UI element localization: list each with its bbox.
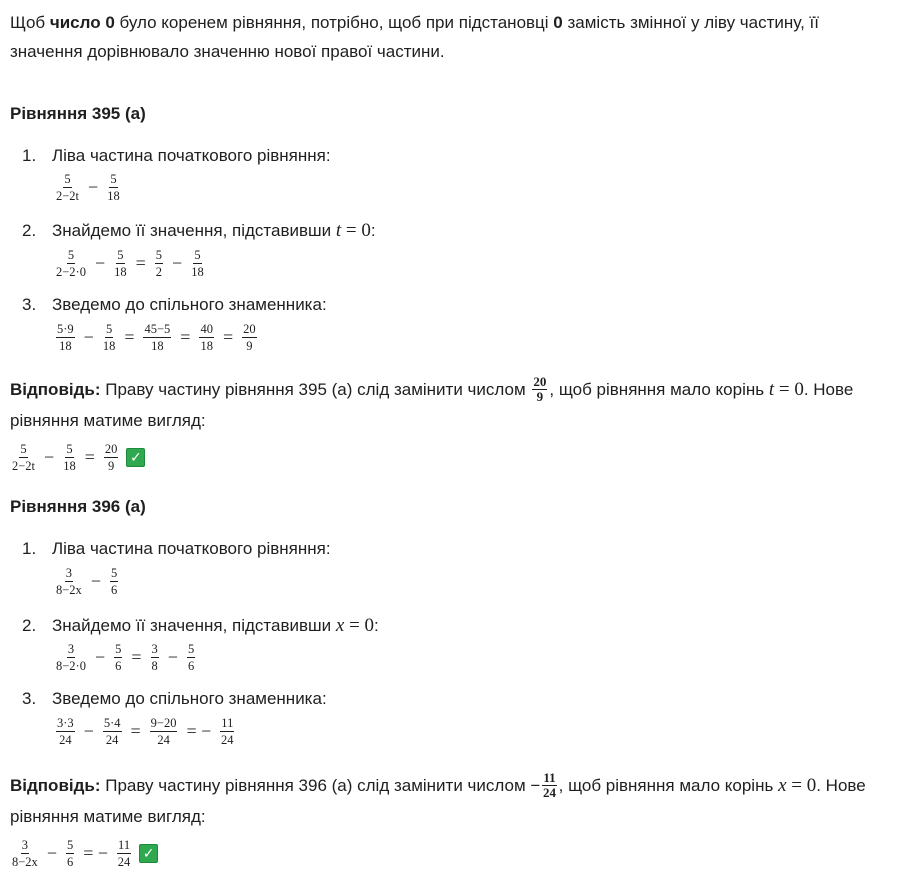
fraction: $\frac{5}{6}$ — [110, 566, 118, 597]
heading-395: Рівняння 395 (а) — [10, 104, 146, 123]
math-396-3: $\frac{3\cdot 3}{24}$ − $\frac{5\cdot 4}{24}$ = $\frac{9-20}{24}$ = − $\frac{11}{24}$ — [57, 716, 234, 747]
answer-396: Відповідь: Праву частину рівняння 396 (а) слід замінити числом − $\frac{11}{24}$ , щоб рівняння мало корінь x = 0. Нове рівняння матиме вигляд: — [10, 769, 866, 826]
intro-paragraph: Щоб число 0 було коренем рівняння, потрібно, щоб при підстановці 0 замість змінної у ліву частину, її значення дорівнювало значенню нової правої частини. — [10, 13, 819, 61]
math-395-2: $\frac{5}{2-2\cdot 0}$ − $\frac{5}{18}$ = $\frac{5}{2}$ − $\frac{5}{18}$ — [56, 248, 204, 279]
math-396-1: $\frac{3}{8-2x}$ − $\frac{5}{6}$ — [56, 566, 118, 597]
heading-396: Рівняння 396 (а) — [10, 497, 146, 516]
fraction: $\frac{40}{18}$ — [200, 322, 213, 353]
fraction: $\frac{5}{18}$ — [114, 248, 127, 279]
step-396-3: 3. Зведемо до спільного знаменника: — [22, 689, 327, 708]
fraction: $\frac{5}{6}$ — [115, 642, 122, 673]
fraction: $\frac{5}{2}$ — [155, 248, 163, 279]
step-395-1: 1. Ліва частина початкового рівняння: — [22, 146, 331, 165]
fraction: $\frac{5\cdot 4}{24}$ — [103, 716, 121, 747]
fraction: $\frac{5}{2-2t}$ — [56, 172, 80, 203]
fraction: $\frac{3\cdot 3}{24}$ — [57, 716, 74, 747]
answer-fraction: $\frac{11}{24}$ — [542, 769, 556, 800]
fraction: $\frac{3}{8-2x}$ — [56, 566, 82, 597]
check-mark-icon: ✓ — [126, 448, 145, 467]
fraction: $\frac{11}{24}$ — [221, 716, 234, 747]
math-395-3: $\frac{5\cdot 9}{18}$ − $\frac{5}{18}$ = $\frac{45-5}{18}$ = $\frac{40}{18}$ = $\frac{20}{9}$ — [57, 322, 256, 353]
fraction: $\frac{3}{8}$ — [151, 642, 158, 673]
fraction: $\frac{11}{24}$ — [117, 838, 131, 869]
math-396-2: $\frac{3}{8-2\cdot 0}$ − $\frac{5}{6}$ = $\frac{3}{8}$ − $\frac{5}{6}$ — [56, 642, 195, 673]
fraction: $\frac{3}{8-2x}$ — [12, 838, 38, 869]
math-395-1: $\frac{5}{2-2t}$ − $\frac{5}{18}$ — [56, 172, 120, 203]
fraction: $\frac{5}{18}$ — [102, 322, 116, 353]
check-mark-icon: ✓ — [139, 844, 158, 863]
final-equation-395: $\frac{5}{2-2t}$ − $\frac{5}{18}$ = $\frac{20}{9}$ ✓ — [10, 442, 145, 473]
fraction: $\frac{5\cdot 9}{18}$ — [57, 322, 74, 353]
step-395-3: 3. Зведемо до спільного знаменника: — [22, 295, 327, 314]
answer-395: Відповідь: Праву частину рівняння 395 (а) слід замінити числом $\frac{20}{9}$ , щоб рівняння мало корінь t = 0. Нове рівняння матиме вигляд: — [10, 373, 854, 430]
fraction: $\frac{45-5}{18}$ — [144, 322, 171, 353]
fraction: $\frac{20}{9}$ — [243, 322, 256, 353]
fraction: $\frac{9-20}{24}$ — [150, 716, 177, 747]
fraction: $\frac{5}{18}$ — [191, 248, 204, 279]
fraction: $\frac{5}{6}$ — [187, 642, 195, 673]
fraction: $\frac{20}{9}$ — [104, 442, 118, 473]
fraction: $\frac{5}{6}$ — [66, 838, 74, 869]
intro-bold-number: число 0 — [49, 13, 115, 32]
step-396-1: 1. Ліва частина початкового рівняння: — [22, 539, 331, 558]
fraction: $\frac{5}{18}$ — [107, 172, 120, 203]
final-equation-396: $\frac{3}{8-2x}$ − $\frac{5}{6}$ = − $\frac{11}{24}$ ✓ — [10, 838, 158, 869]
step-396-2: 2. Знайдемо її значення, підставивши x = 0: — [22, 615, 379, 636]
fraction: $\frac{5}{18}$ — [63, 442, 76, 473]
intro-bold-zero: 0 — [553, 13, 563, 32]
step-395-2: 2. Знайдемо її значення, підставивши t = 0: — [22, 220, 376, 241]
fraction: $\frac{5}{2-2t}$ — [12, 442, 36, 473]
fraction: $\frac{3}{8-2\cdot 0}$ — [56, 642, 86, 673]
answer-fraction: $\frac{20}{9}$ — [533, 373, 547, 404]
fraction: $\frac{5}{2-2\cdot 0}$ — [56, 248, 86, 279]
